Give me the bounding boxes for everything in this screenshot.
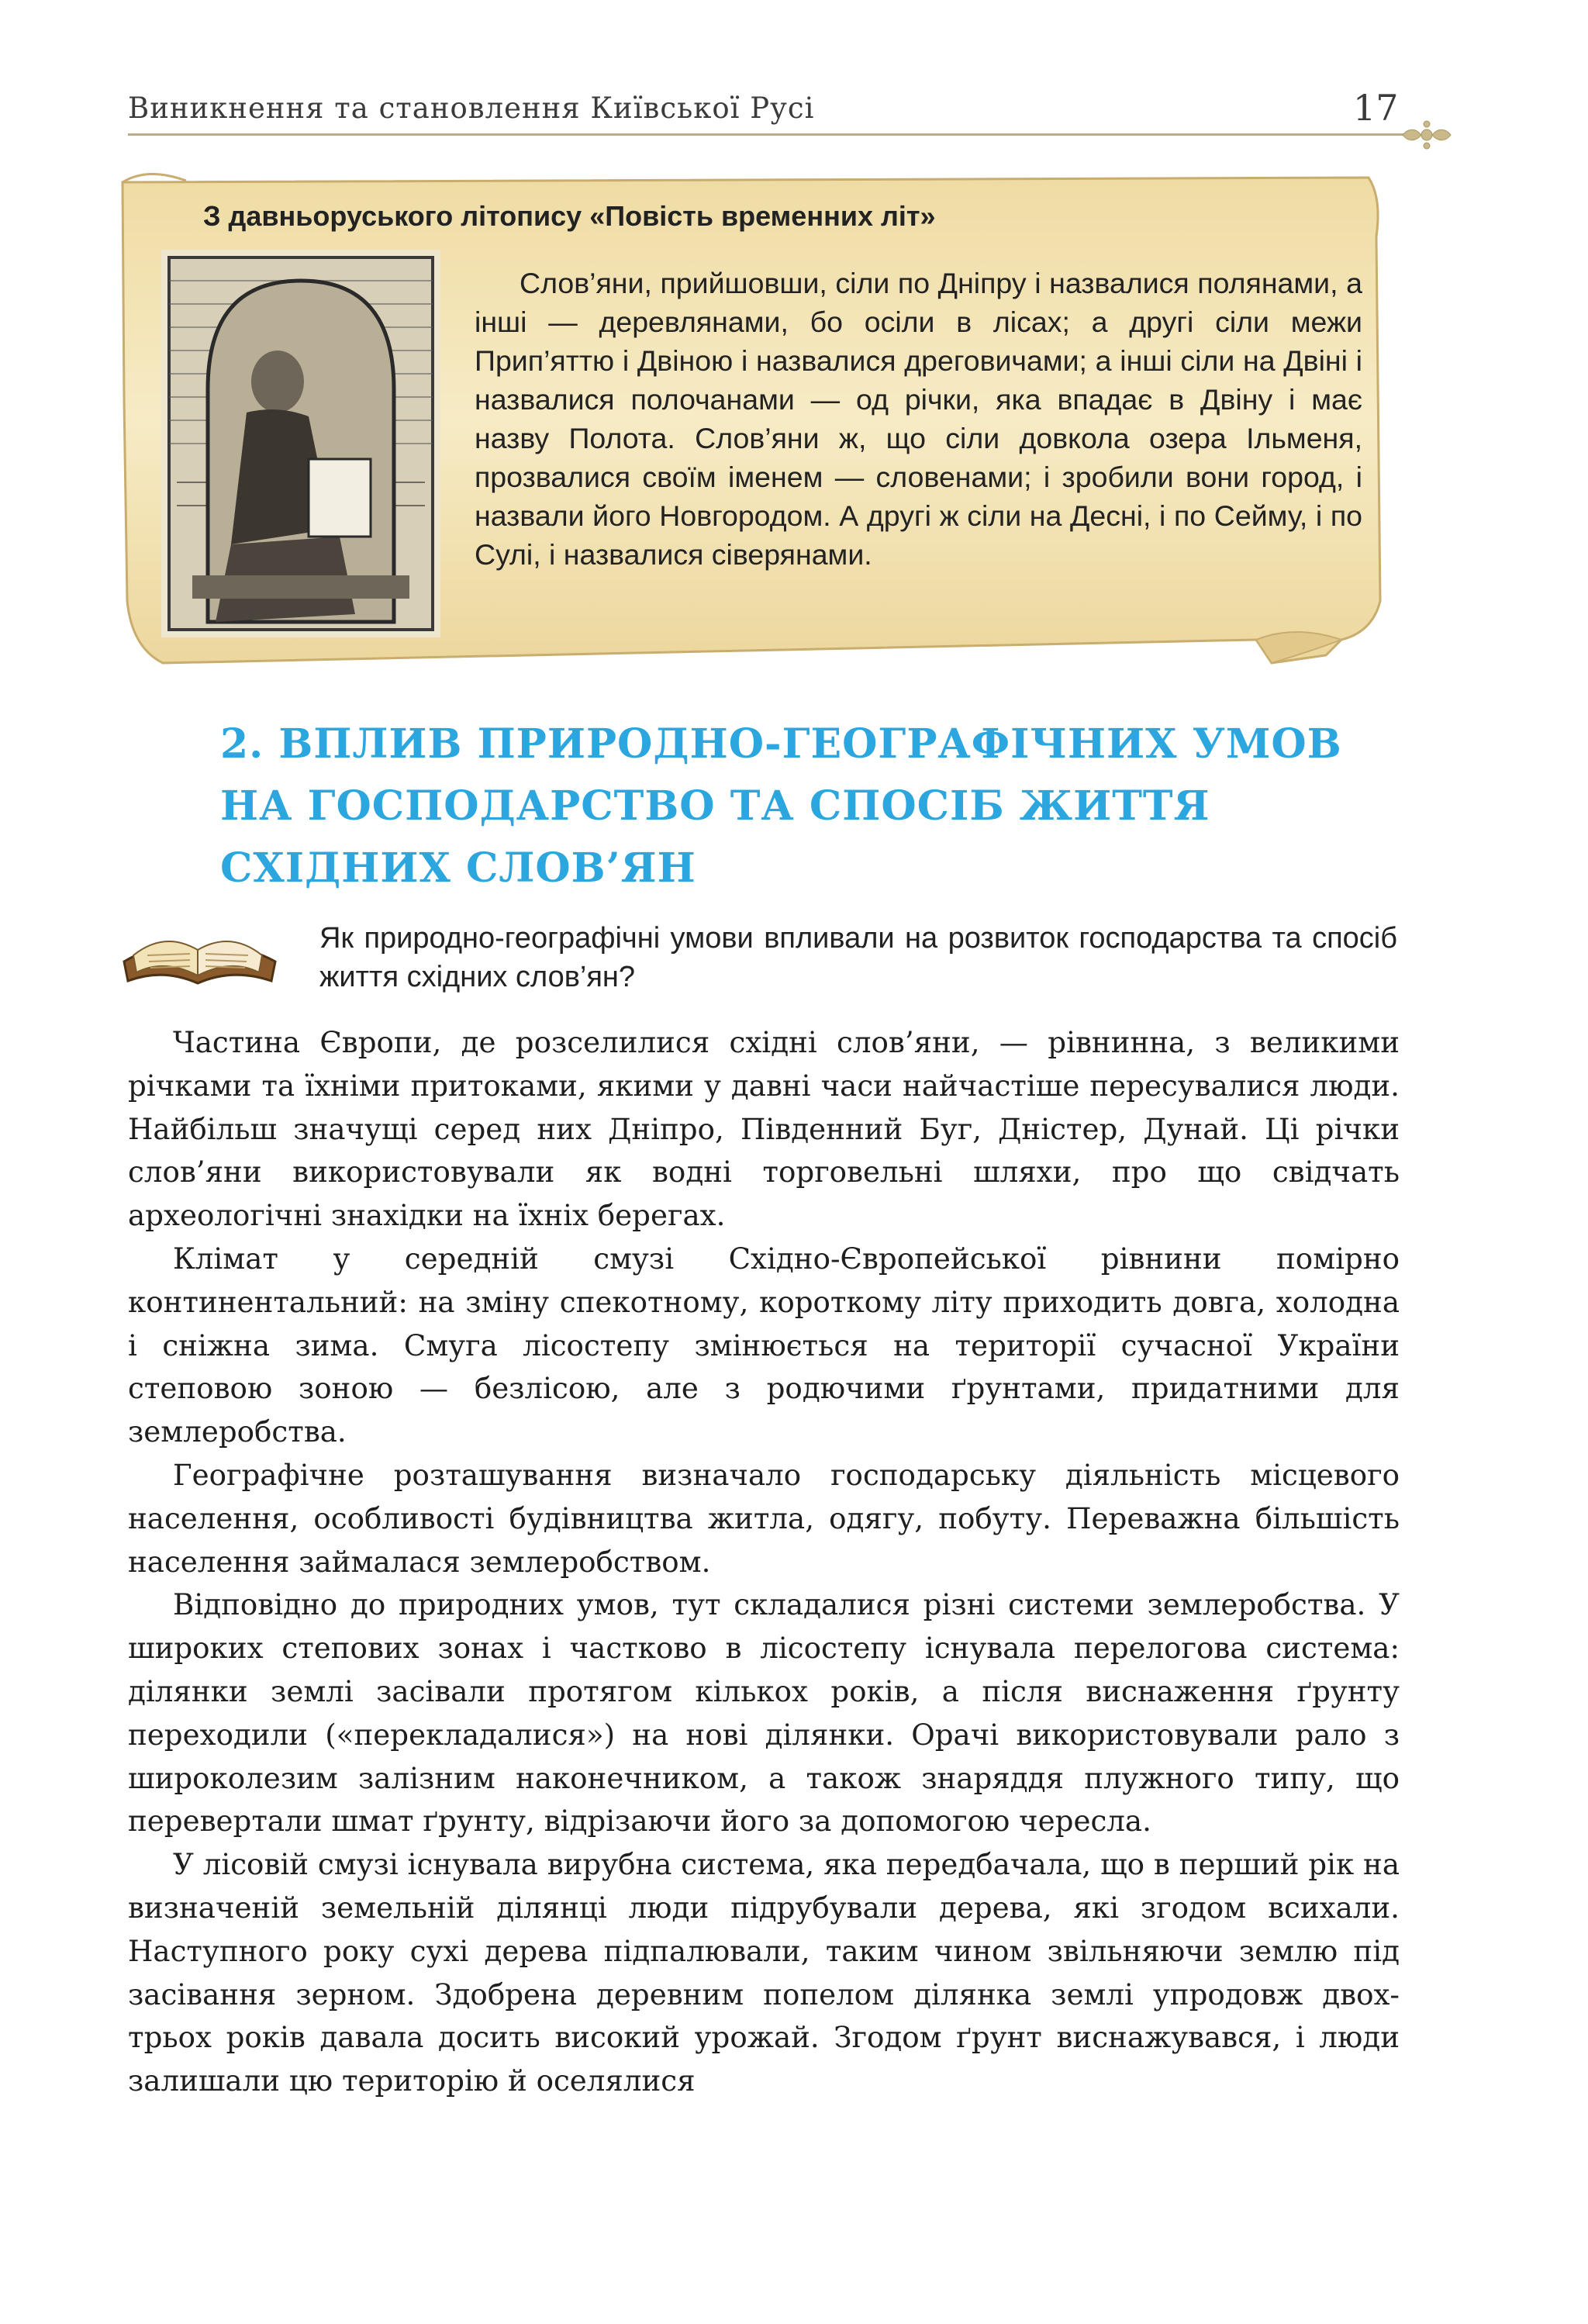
chronicle-quote-text: Слов’яни, прийшовши, сіли по Дніпру і назвалися полянами, а інші — деревлянами, бо осіли в лісах; а другі сіли межи Прип’яттю і Двіною і назвалися дреговичами; а інші сіли на Двіні і назвалися полочанами — од річки, яка впадає в Двіну і має назву Полота. Слов’яни ж, що сіли довкола озера Ільменя, прозвалися своїм іменем — словенами; і зробили вони город, і назвали його Новгородом. А другі ж сіли на Десні, і по Сейму, і по Сулі, і назвалися сіверянами.: [475, 267, 1362, 571]
chronicler-engraving-image: [161, 250, 440, 637]
paragraph: У лісовій смузі існувала вирубна система, яка передбачала, що в перший рік на визначеній земельній ділянці люди підрубували дерева, які згодом всихали. Наступного року сухі дерева підпалювали, таким чином звільняючи землю під засівання зерном. Здобрена деревним попелом ділянка землі упродовж двох-трьох років давала досить високий урожай. Згодом ґрунт виснажувався, і люди залишали цю територію й оселялися: [128, 1847, 1400, 2098]
paragraph: Відповідно до природних умов, тут складалися різні системи землеробства. У широких степових зонах і частково в лісостепу існувала перелогова система: ділянки землі засівали протягом кількох років, а після виснаження ґрунту переходили («перекладалися») на нові ділянки. Орачі використовували рало з широколезим залізним наконечником, а також знаряддя плужного типу, що перевертали шмат ґрунту, відрізаючи його за допомогою чересла.: [128, 1587, 1400, 1839]
page-number: 17: [1353, 87, 1399, 129]
running-header-title: Виникнення та становлення Київської Русі: [128, 92, 815, 125]
section-heading-line: СХІДНИХ СЛОВ’ЯН: [220, 844, 696, 892]
body-text: [128, 1021, 1400, 2103]
paragraph: Географічне розташування визначало господарську діяльність місцевого населення, особливості будівництва житла, одягу, побуту. Переважна більшість населення займалася землеробством.: [128, 1457, 1400, 1579]
paragraph: Клімат у середній смузі Східно-Європейської рівнини помірно континентальний: на зміну спекотному, короткому літу приходить довга, холодна і сніжна зима. Смуга лісостепу змінюється на території сучасної України степовою зоною — безлісою, але з родючими ґрунтами, придатними для землеробства.: [128, 1241, 1400, 1449]
section-heading: [220, 713, 1342, 900]
section-heading-line: 2. ВПЛИВ ПРИРОДНО-ГЕОГРАФІЧНИХ УМОВ: [220, 720, 1342, 768]
question-text: Як природно-географічні умови впливали на розвиток господарства та спосіб життя східних слов’ян?: [319, 922, 1397, 993]
open-book-icon: [116, 907, 283, 993]
chronicle-quote: [475, 264, 1362, 574]
ornament-icon: [1400, 118, 1454, 152]
paragraph: Частина Європи, де розселилися східні слов’яни, — рівнинна, з великими річками та їхніми притоками, якими у давні часи найчастіше пересувалися люди. Найбільш значущі серед них Дніпро, Південний Буг, Дністер, Дунай. Ці річки слов’яни використовували як водні торговельні шляхи, про що свідчать археологічні знахідки на їхніх берегах.: [128, 1025, 1400, 1233]
header-rule: [128, 133, 1407, 136]
chronicle-title: З давньоруського літопису «Повість временних літ»: [203, 200, 936, 232]
section-heading-line: НА ГОСПОДАРСТВО ТА СПОСІБ ЖИТТЯ: [220, 782, 1210, 830]
